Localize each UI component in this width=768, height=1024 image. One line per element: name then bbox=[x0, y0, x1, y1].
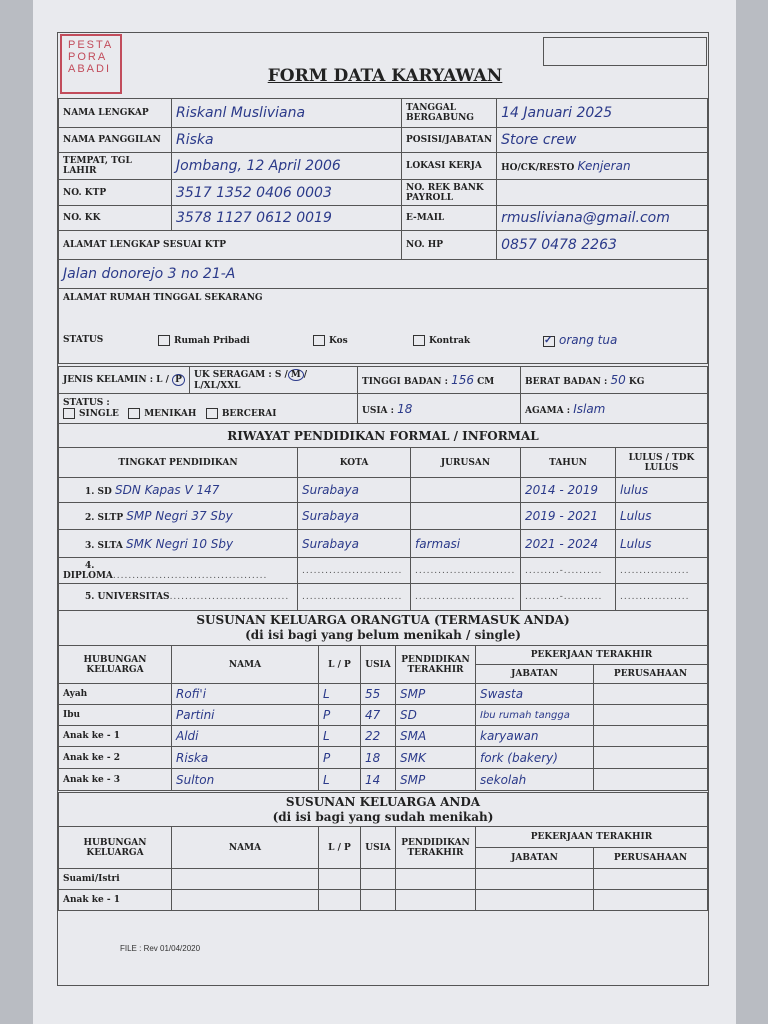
edu-lulus[interactable]: Lulus bbox=[616, 503, 708, 530]
hub-cell: Anak ke - 3 bbox=[59, 769, 172, 791]
edu-school: SDN Kapas V 147 bbox=[115, 483, 220, 497]
label-panggilan: NAMA PANGGILAN bbox=[59, 128, 172, 153]
edu-school: SMK Negri 10 Sby bbox=[125, 536, 234, 551]
edu-level-cell[interactable]: 4. DIPLOMA........................................ bbox=[59, 558, 298, 584]
value-posisi[interactable]: Store crew bbox=[497, 128, 708, 153]
value-seragam: M bbox=[288, 369, 304, 381]
usia-cell[interactable]: 18 bbox=[361, 747, 396, 769]
tinggi-cell[interactable]: TINGGI BADAN : 156 CM bbox=[358, 367, 521, 394]
option-kos[interactable]: Kos bbox=[313, 335, 413, 346]
edu-jurusan[interactable]: farmasi bbox=[411, 530, 521, 558]
value-hp[interactable]: 0857 0478 2263 bbox=[497, 231, 708, 260]
col-jabatan: JABATAN bbox=[476, 665, 594, 684]
edu-jurusan[interactable] bbox=[411, 503, 521, 530]
perusahaan-cell[interactable] bbox=[594, 869, 708, 890]
file-revision: FILE : Rev 01/04/2020 bbox=[120, 944, 201, 953]
value-agama: Islam bbox=[573, 401, 606, 416]
option-other[interactable] bbox=[543, 333, 617, 347]
label-lokasi: LOKASI KERJA bbox=[402, 153, 497, 180]
status-nikah-cell: STATUS : SINGLE MENIKAH BERCERAI bbox=[59, 394, 358, 424]
value-usia: 18 bbox=[397, 401, 413, 416]
jabatan-cell[interactable]: Ibu rumah tangga bbox=[476, 705, 594, 726]
education-section-title: RIWAYAT PENDIDIKAN FORMAL / INFORMAL bbox=[59, 424, 708, 448]
usia-cell[interactable] bbox=[361, 869, 396, 890]
lp-cell[interactable]: L bbox=[319, 684, 361, 705]
table-row bbox=[59, 503, 708, 530]
nama-cell[interactable]: Partini bbox=[172, 705, 319, 726]
col-usia: USIA bbox=[361, 646, 396, 684]
perusahaan-cell[interactable] bbox=[594, 726, 708, 747]
value-status-other: orang tua bbox=[559, 333, 618, 347]
usia-cell[interactable]: 14 bbox=[361, 769, 396, 791]
jabatan-cell[interactable] bbox=[476, 890, 594, 911]
usia-cell[interactable] bbox=[361, 890, 396, 911]
edu-tahun[interactable]: 2014 - 2019 bbox=[521, 478, 616, 503]
own-family-table bbox=[58, 792, 708, 911]
edu-tahun[interactable]: .........-.......... bbox=[521, 584, 616, 611]
lp-cell[interactable] bbox=[319, 869, 361, 890]
value-berat: 50 bbox=[610, 373, 626, 387]
berat-cell[interactable]: BERAT BADAN : 50 KG bbox=[521, 367, 708, 394]
edu-level-cell[interactable]: 5. UNIVERSITAS............................... bbox=[59, 584, 298, 611]
stamp-box bbox=[543, 37, 707, 66]
pend-cell[interactable]: SMP bbox=[396, 769, 476, 791]
label-alamat-rumah: ALAMAT RUMAH TINGGAL SEKARANG bbox=[63, 293, 263, 303]
lp-cell[interactable] bbox=[319, 890, 361, 911]
jabatan-cell[interactable]: fork (bakery) bbox=[476, 747, 594, 769]
col-usia: USIA bbox=[361, 827, 396, 869]
edu-lulus[interactable]: .................. bbox=[616, 558, 708, 584]
value-kk[interactable]: 3578 1127 0612 0019 bbox=[172, 206, 402, 231]
checkbox-empty-icon[interactable] bbox=[206, 408, 218, 419]
col-nama: NAMA bbox=[172, 827, 319, 869]
edu-lulus[interactable]: Lulus bbox=[616, 530, 708, 558]
hub-cell: Ibu bbox=[59, 705, 172, 726]
lp-cell[interactable]: P bbox=[319, 705, 361, 726]
value-jenis-kelamin: P bbox=[172, 374, 185, 386]
label-tanggal: TANGGAL BERGABUNG bbox=[402, 99, 497, 128]
label-alamat-ktp: ALAMAT LENGKAP SESUAI KTP bbox=[59, 231, 402, 260]
seragam-cell[interactable]: UK SERAGAM : S / M / L/XL/XXL bbox=[190, 367, 358, 394]
edu-kota[interactable]: Surabaya bbox=[298, 478, 411, 503]
value-ttl[interactable]: Jombang, 12 April 2006 bbox=[172, 153, 402, 180]
education-table bbox=[58, 423, 708, 611]
checkbox-empty-icon[interactable] bbox=[413, 335, 425, 346]
pend-cell[interactable]: SMK bbox=[396, 747, 476, 769]
label-nama-lengkap: NAMA LENGKAP bbox=[59, 99, 172, 128]
value-email[interactable]: rmusliviana@gmail.com bbox=[497, 206, 708, 231]
jabatan-cell[interactable]: sekolah bbox=[476, 769, 594, 791]
hub-cell: Anak ke - 1 bbox=[59, 726, 172, 747]
col-lulus: LULUS / TDK LULUS bbox=[616, 448, 708, 478]
pend-cell[interactable]: SMA bbox=[396, 726, 476, 747]
edu-kota[interactable]: Surabaya bbox=[298, 503, 411, 530]
label-email: E-MAIL bbox=[402, 206, 497, 231]
value-tinggi: 156 bbox=[451, 373, 474, 387]
col-tahun: TAHUN bbox=[521, 448, 616, 478]
checkbox-empty-icon[interactable] bbox=[63, 408, 75, 419]
value-lokasi-cell[interactable] bbox=[497, 153, 708, 180]
table-row bbox=[59, 584, 708, 611]
edu-kota[interactable]: Surabaya bbox=[298, 530, 411, 558]
jabatan-cell[interactable]: Swasta bbox=[476, 684, 594, 705]
usia-cell[interactable]: 22 bbox=[361, 726, 396, 747]
edu-level-cell[interactable]: 3. SLTA SMK Negri 10 Sby bbox=[59, 530, 298, 558]
table-row bbox=[59, 769, 708, 791]
edu-tahun[interactable]: 2021 - 2024 bbox=[521, 530, 616, 558]
edu-jurusan[interactable] bbox=[411, 478, 521, 503]
col-hubungan: HUBUNGAN KELUARGA bbox=[59, 646, 172, 684]
table-row bbox=[59, 726, 708, 747]
usia-cell[interactable]: 55 bbox=[361, 684, 396, 705]
parents-section-title: SUSUNAN KELUARGA ORANGTUA (TERMASUK ANDA) (di isi bagi yang belum menikah / single) bbox=[59, 611, 708, 646]
nama-cell[interactable] bbox=[172, 890, 319, 911]
value-alamat-ktp[interactable]: Jalan donorejo 3 no 21-A bbox=[59, 260, 708, 289]
table-row bbox=[59, 530, 708, 558]
option-single[interactable]: SINGLE bbox=[63, 409, 119, 419]
perusahaan-cell[interactable] bbox=[594, 769, 708, 791]
label-posisi: POSISI/JABATAN bbox=[402, 128, 497, 153]
perusahaan-cell[interactable] bbox=[594, 890, 708, 911]
option-rumah-pribadi[interactable]: Rumah Pribadi bbox=[158, 335, 313, 346]
col-lp: L / P bbox=[319, 827, 361, 869]
physical-table bbox=[58, 366, 708, 424]
table-row bbox=[59, 684, 708, 705]
perusahaan-cell[interactable] bbox=[594, 705, 708, 726]
value-rek[interactable] bbox=[497, 180, 708, 206]
pend-cell[interactable] bbox=[396, 869, 476, 890]
col-kota: KOTA bbox=[298, 448, 411, 478]
edu-lulus[interactable]: .................. bbox=[616, 584, 708, 611]
edu-lulus[interactable]: lulus bbox=[616, 478, 708, 503]
table-row bbox=[59, 747, 708, 769]
lokasi-prefix: HO/CK/RESTO bbox=[501, 163, 575, 173]
pend-cell[interactable] bbox=[396, 890, 476, 911]
label-kk: NO. KK bbox=[59, 206, 172, 231]
agama-cell[interactable]: AGAMA : Islam bbox=[521, 394, 708, 424]
own-family-section-title: SUSUNAN KELUARGA ANDA (di isi bagi yang sudah menikah) bbox=[59, 793, 708, 827]
identity-table bbox=[58, 98, 708, 364]
hub-cell: Suami/Istri bbox=[59, 869, 172, 890]
edu-level-cell[interactable]: 2. SLTP SMP Negri 37 Sby bbox=[59, 503, 298, 530]
jabatan-cell[interactable]: karyawan bbox=[476, 726, 594, 747]
option-bercerai[interactable]: BERCERAI bbox=[206, 409, 277, 419]
table-row bbox=[59, 890, 708, 911]
col-perusahaan: PERUSAHAAN bbox=[594, 665, 708, 684]
hub-cell: Anak ke - 2 bbox=[59, 747, 172, 769]
form-title: FORM DATA KARYAWAN bbox=[267, 66, 503, 86]
nama-cell[interactable]: Riska bbox=[172, 747, 319, 769]
label-ktp: NO. KTP bbox=[59, 180, 172, 206]
hub-cell: Anak ke - 1 bbox=[59, 890, 172, 911]
checkbox-empty-icon[interactable] bbox=[313, 335, 325, 346]
value-panggilan[interactable]: Riska bbox=[172, 128, 402, 153]
edu-kota[interactable]: .......................... bbox=[298, 584, 411, 611]
value-ktp[interactable]: 3517 1352 0406 0003 bbox=[172, 180, 402, 206]
table-row bbox=[59, 558, 708, 584]
nama-cell[interactable]: Sulton bbox=[172, 769, 319, 791]
lp-cell[interactable]: P bbox=[319, 747, 361, 769]
edu-kota[interactable]: .......................... bbox=[298, 558, 411, 584]
jabatan-cell[interactable] bbox=[476, 869, 594, 890]
edu-tahun[interactable]: .........-.......... bbox=[521, 558, 616, 584]
col-tingkat: TINGKAT PENDIDIKAN bbox=[59, 448, 298, 478]
label-rek: NO. REK BANK PAYROLL bbox=[402, 180, 497, 206]
checkbox-empty-icon[interactable] bbox=[128, 408, 140, 419]
checkmark-icon[interactable]: ✓ bbox=[543, 336, 555, 347]
lp-cell[interactable]: L bbox=[319, 726, 361, 747]
hub-cell: Ayah bbox=[59, 684, 172, 705]
nama-cell[interactable]: Aldi bbox=[172, 726, 319, 747]
edu-level-cell[interactable]: 1. SD SDN Kapas V 147 bbox=[59, 478, 298, 503]
col-lp: L / P bbox=[319, 646, 361, 684]
checkbox-empty-icon[interactable] bbox=[158, 335, 170, 346]
edu-school: SMP Negri 37 Sby bbox=[126, 509, 233, 523]
alamat-rumah-cell bbox=[59, 289, 708, 364]
col-jurusan: JURUSAN bbox=[411, 448, 521, 478]
nama-cell[interactable]: Rofi'i bbox=[172, 684, 319, 705]
table-row bbox=[59, 478, 708, 503]
col-pendidikan: PENDIDIKAN TERAKHIR bbox=[396, 827, 476, 869]
col-jabatan: JABATAN bbox=[476, 848, 594, 869]
option-menikah[interactable]: MENIKAH bbox=[128, 409, 196, 419]
perusahaan-cell[interactable] bbox=[594, 684, 708, 705]
label-hp: NO. HP bbox=[402, 231, 497, 260]
col-nama: NAMA bbox=[172, 646, 319, 684]
option-kontrak[interactable]: Kontrak bbox=[413, 335, 543, 346]
col-pekerjaan: PEKERJAAN TERAKHIR bbox=[476, 827, 708, 848]
usia-cell[interactable]: USIA : 18 bbox=[358, 394, 521, 424]
parents-family-table bbox=[58, 610, 708, 791]
table-row bbox=[59, 705, 708, 726]
perusahaan-cell[interactable] bbox=[594, 747, 708, 769]
col-pendidikan: PENDIDIKAN TERAKHIR bbox=[396, 646, 476, 684]
label-status-rumah: STATUS bbox=[63, 335, 104, 345]
pend-cell[interactable]: SMP bbox=[396, 684, 476, 705]
col-hubungan: HUBUNGAN KELUARGA bbox=[59, 827, 172, 869]
value-lokasi[interactable]: Kenjeran bbox=[577, 159, 631, 173]
value-nama-lengkap[interactable]: Riskanl Musliviana bbox=[172, 99, 402, 128]
col-perusahaan: PERUSAHAAN bbox=[594, 848, 708, 869]
status-rumah-row bbox=[63, 333, 703, 347]
jenis-kelamin-cell[interactable]: JENIS KELAMIN : L / P bbox=[59, 367, 190, 394]
col-pekerjaan: PEKERJAAN TERAKHIR bbox=[476, 646, 708, 665]
value-tanggal[interactable]: 14 Januari 2025 bbox=[497, 99, 708, 128]
edu-tahun[interactable]: 2019 - 2021 bbox=[521, 503, 616, 530]
edu-jurusan[interactable]: .......................... bbox=[411, 584, 521, 611]
usia-cell[interactable]: 47 bbox=[361, 705, 396, 726]
table-row bbox=[59, 869, 708, 890]
label-ttl: TEMPAT, TGL LAHIR bbox=[59, 153, 172, 180]
edu-jurusan[interactable]: .......................... bbox=[411, 558, 521, 584]
nama-cell[interactable] bbox=[172, 869, 319, 890]
pend-cell[interactable]: SD bbox=[396, 705, 476, 726]
lp-cell[interactable]: L bbox=[319, 769, 361, 791]
company-logo: PESTA PORA ABADI bbox=[60, 34, 122, 94]
